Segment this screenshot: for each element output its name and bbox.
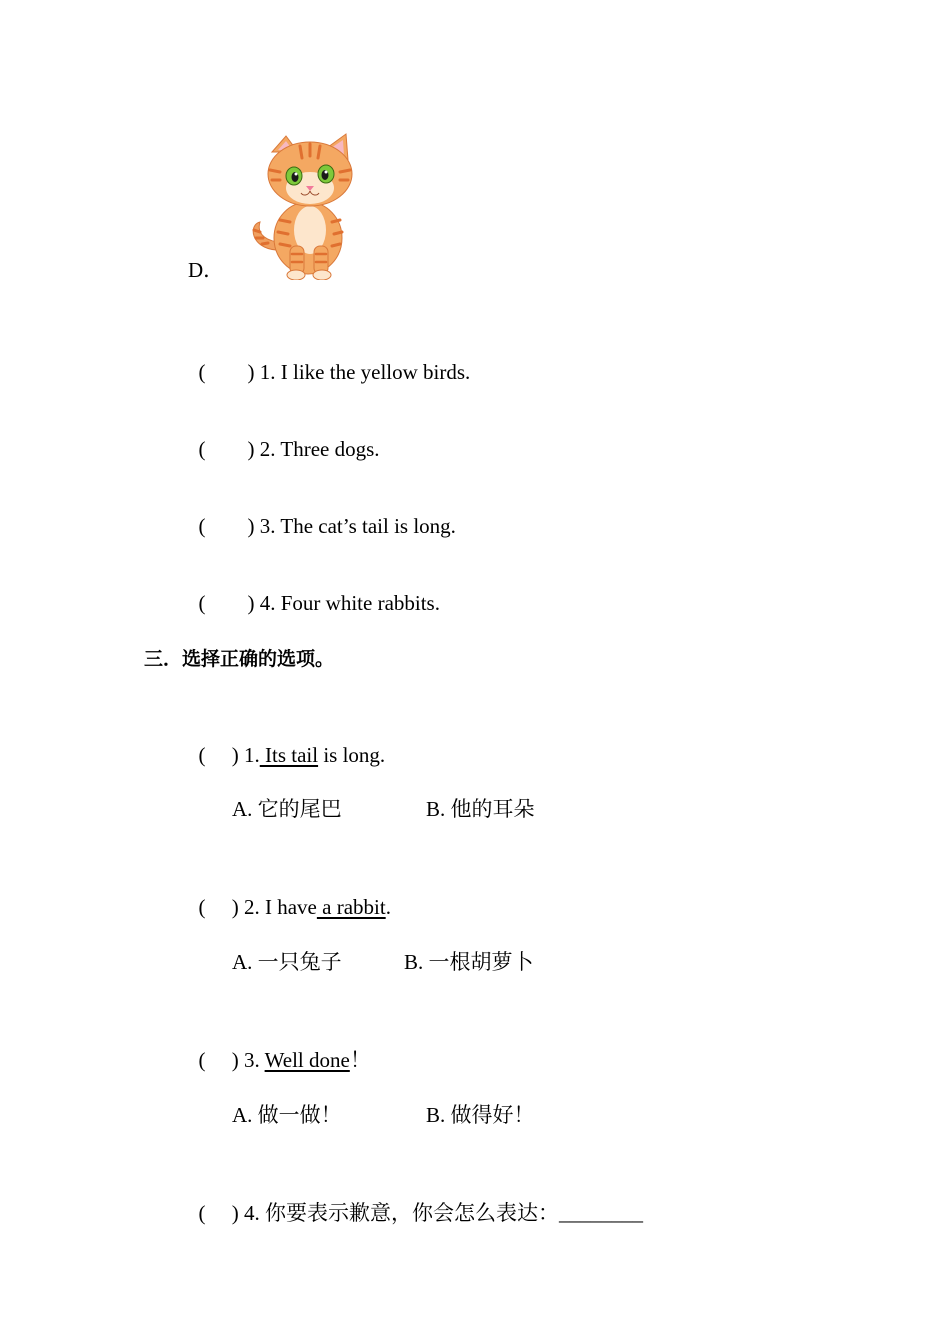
answer-blank[interactable]: ( )	[198, 514, 255, 538]
question-prefix: ( ) 4. 你要表示歉意，你会怎么表达：	[198, 1201, 559, 1225]
question-prefix: ( ) 3.	[198, 1048, 265, 1072]
item-text: 2. Three dogs.	[254, 437, 380, 461]
underlined-phrase: a rabbit	[316, 895, 386, 919]
question-suffix: is long.	[318, 743, 386, 767]
question-1	[188, 724, 385, 766]
q3-option-a[interactable]: A. 做一做！	[232, 1103, 342, 1127]
answer-blank[interactable]: ( )	[198, 360, 255, 384]
answer-blank[interactable]: ( )	[198, 437, 255, 461]
question-prefix: ( ) 2. I have	[198, 895, 317, 919]
answer-line[interactable]: ________	[559, 1201, 643, 1225]
question-2	[188, 876, 391, 918]
part2-item-1	[188, 341, 470, 383]
question-prefix: ( ) 1.	[198, 743, 260, 767]
q2-option-a[interactable]: A. 一只兔子	[232, 950, 342, 974]
question-suffix: .	[385, 895, 391, 919]
q2-option-b[interactable]: B. 一根胡萝卜	[404, 950, 534, 974]
answer-blank[interactable]: ( )	[198, 591, 255, 615]
part2-item-4	[188, 572, 440, 614]
option-d-label: D．	[188, 258, 225, 282]
question-3	[188, 1029, 371, 1071]
q3-option-b[interactable]: B. 做得好！	[426, 1103, 535, 1127]
item-text: 4. Four white rabbits.	[254, 591, 440, 615]
part2-item-3	[188, 495, 456, 537]
question-suffix: ！	[349, 1048, 371, 1072]
item-text: 3. The cat’s tail is long.	[254, 514, 456, 538]
kitten-icon	[246, 130, 366, 280]
underlined-phrase: Its tail	[259, 743, 319, 767]
q1-option-b[interactable]: B. 他的耳朵	[426, 797, 535, 821]
item-text: 1. I like the yellow birds.	[254, 360, 471, 384]
section-3-title: 三．选择正确的选项。	[144, 648, 335, 670]
question-4	[188, 1182, 643, 1224]
part2-item-2	[188, 418, 380, 460]
underlined-phrase: Well done	[264, 1048, 350, 1072]
q1-option-a[interactable]: A. 它的尾巴	[232, 797, 342, 821]
